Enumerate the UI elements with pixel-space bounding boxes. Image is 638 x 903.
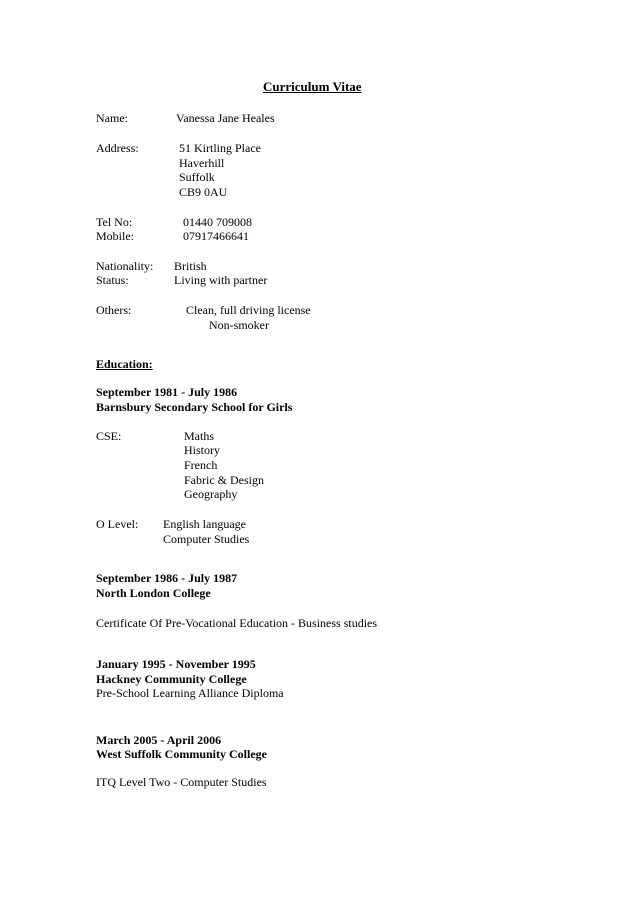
education-school: Barnsbury Secondary School for Girls — [96, 400, 293, 414]
cse-subject: Fabric & Design — [184, 473, 264, 487]
status-value: Living with partner — [174, 273, 268, 287]
education-qualification: ITQ Level Two - Computer Studies — [96, 775, 267, 789]
education-school: West Suffolk Community College — [96, 747, 267, 761]
status-label: Status: — [96, 273, 129, 287]
nationality-value: British — [174, 259, 207, 273]
education-heading: Education: — [96, 357, 153, 371]
mobile-label: Mobile: — [96, 229, 134, 243]
name-value: Vanessa Jane Heales — [176, 111, 275, 125]
cse-subject: French — [184, 458, 218, 472]
mobile-value: 07917466641 — [183, 229, 249, 243]
education-dates: March 2005 - April 2006 — [96, 733, 222, 747]
education-school: North London College — [96, 586, 211, 600]
others-line: Non-smoker — [209, 318, 269, 332]
name-label: Name: — [96, 111, 128, 125]
tel-value: 01440 709008 — [183, 215, 252, 229]
education-dates: January 1995 - November 1995 — [96, 657, 256, 671]
others-label: Others: — [96, 303, 132, 317]
tel-label: Tel No: — [96, 215, 133, 229]
nationality-label: Nationality: — [96, 259, 154, 273]
education-dates: September 1981 - July 1986 — [96, 385, 238, 399]
address-line: CB9 0AU — [179, 185, 228, 199]
address-line: 51 Kirtling Place — [179, 141, 261, 155]
cse-subject: History — [184, 443, 220, 457]
cse-label: CSE: — [96, 429, 122, 443]
education-qualification: Pre-School Learning Alliance Diploma — [96, 686, 284, 700]
others-line: Clean, full driving license — [186, 303, 311, 317]
cse-subject: Geography — [184, 487, 238, 501]
education-school: Hackney Community College — [96, 672, 247, 686]
olevel-subject: Computer Studies — [163, 532, 250, 546]
olevel-label: O Level: — [96, 517, 139, 531]
address-line: Haverhill — [179, 156, 225, 170]
education-qualification: Certificate Of Pre-Vocational Education - Business studies — [96, 616, 378, 630]
cse-subject: Maths — [184, 429, 214, 443]
address-label: Address: — [96, 141, 139, 155]
education-dates: September 1986 - July 1987 — [96, 571, 238, 585]
olevel-subject: English language — [163, 517, 246, 531]
page-title: Curriculum Vitae — [263, 79, 362, 94]
address-line: Suffolk — [179, 170, 215, 184]
